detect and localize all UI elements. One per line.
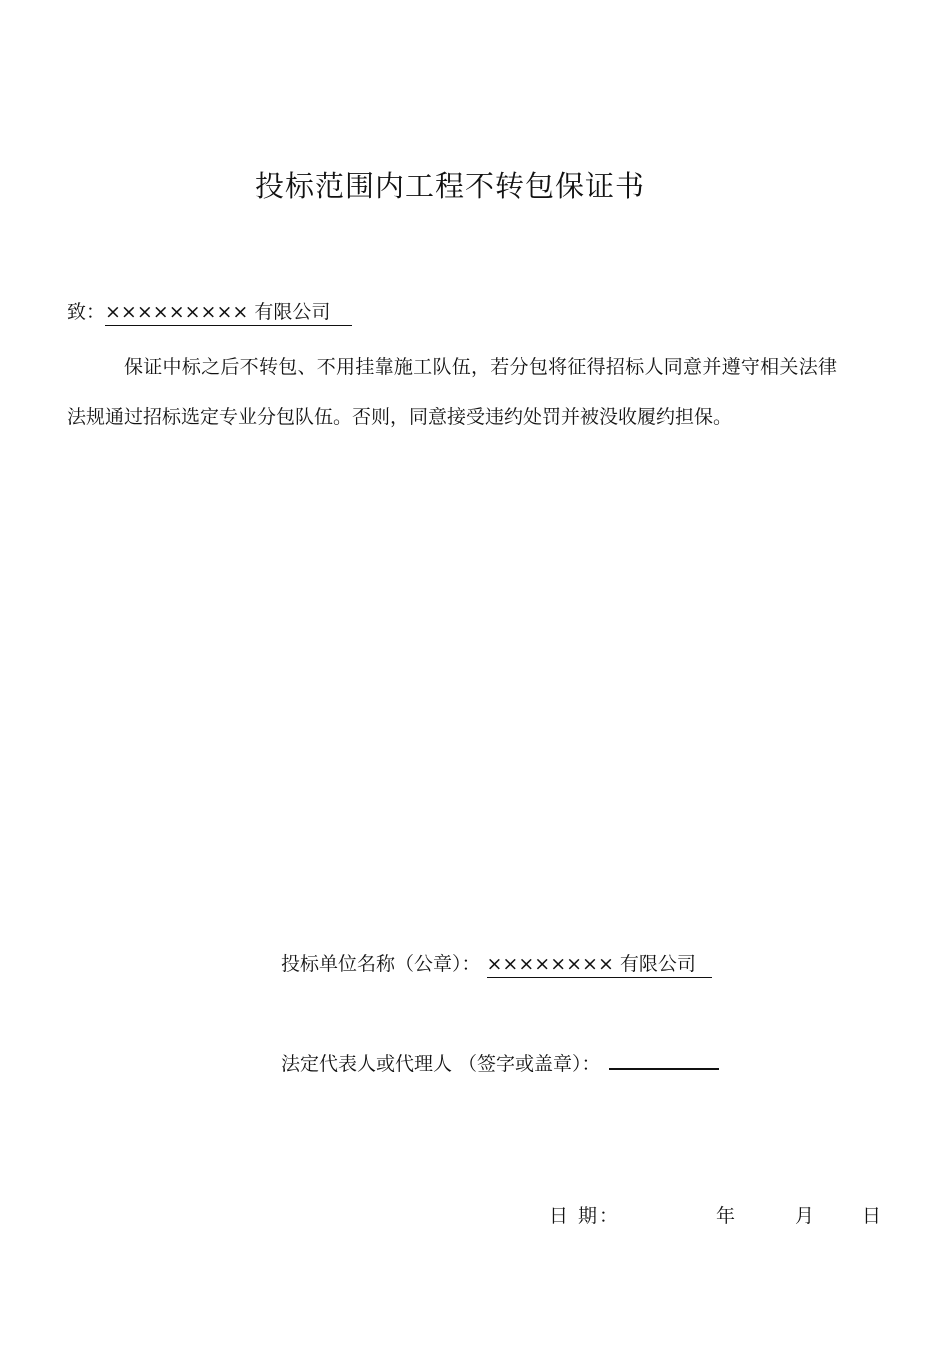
date-day: 日 [862,1205,882,1227]
date-month: 月 [795,1205,815,1227]
addressee-company: ××××××××× 有限公司 [105,300,352,326]
addressee-line [67,298,352,326]
guarantee-body: 保证中标之后不转包、不用挂靠施工队伍，若分包将征得招标人同意并遵守相关法律法规通过招标选定专业分包队伍。否则，同意接受违约处罚并被没收履约担保。 [67,356,837,428]
bidder-company-name: ×××××××× 有限公司 [487,952,712,978]
representative-label: 法定代表人或代理人 （签字或盖章）： [281,1053,601,1075]
representative-line [281,1050,719,1078]
document-title: 投标范围内工程不转包保证书 [254,169,645,203]
bidder-company-label: 投标单位名称（公章）： [281,953,481,975]
bidder-company-line [281,950,712,978]
representative-signature-blank [609,1050,719,1070]
date-label: 日 期： [549,1205,621,1227]
addressee-label: 致： [67,301,106,323]
date-year: 年 [716,1205,736,1227]
